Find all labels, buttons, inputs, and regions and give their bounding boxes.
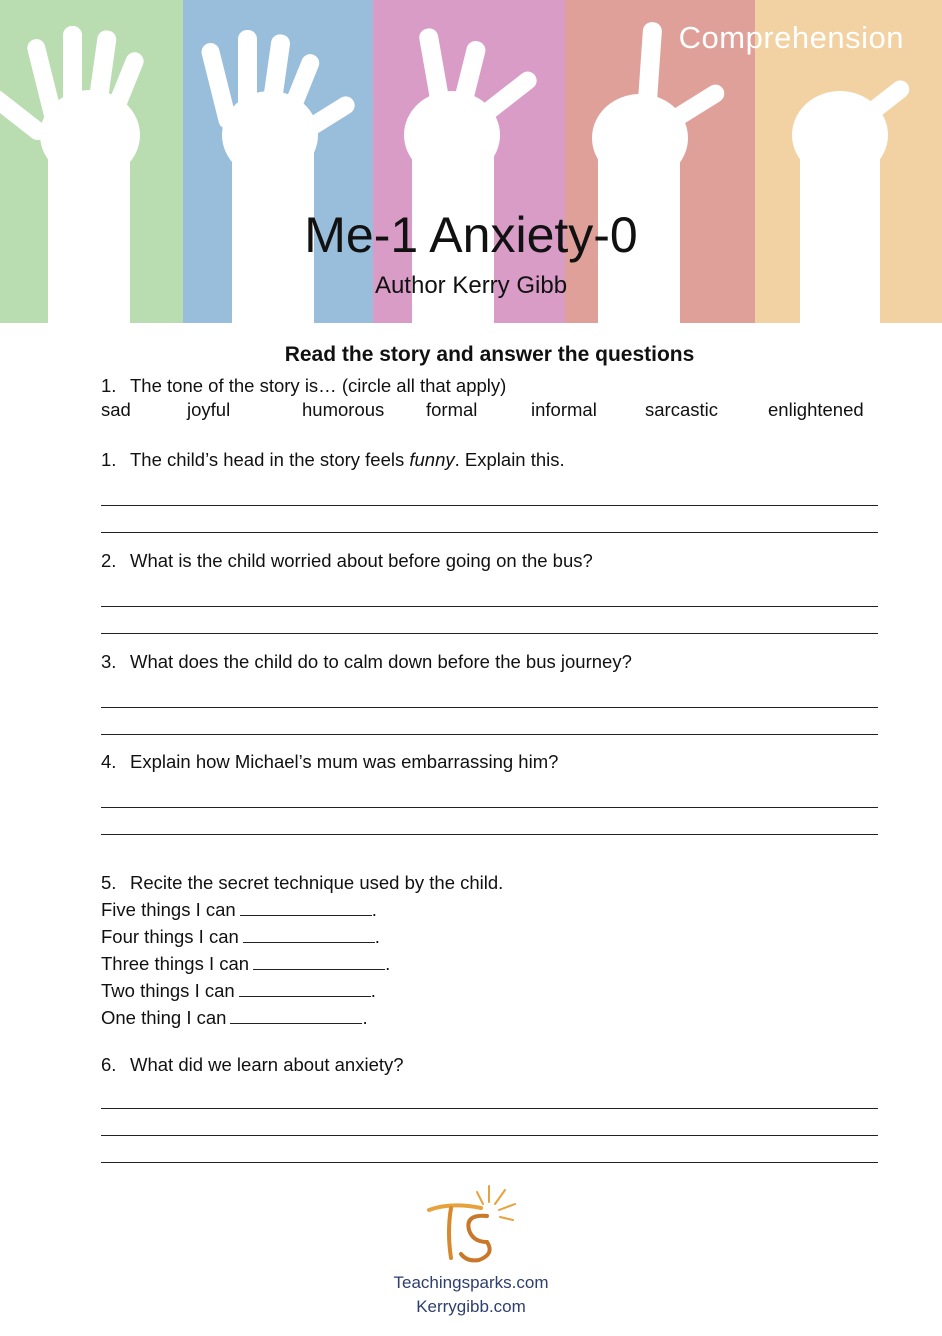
- answer-line[interactable]: [101, 506, 878, 533]
- question-emphasis: funny: [409, 449, 455, 470]
- tone-option[interactable]: sarcastic: [645, 399, 718, 420]
- tone-options: [101, 399, 878, 427]
- recite-prompt: Three things I can: [101, 953, 250, 974]
- teachingsparks-link[interactable]: Teachingsparks.com: [393, 1273, 549, 1292]
- answer-line[interactable]: [101, 681, 878, 708]
- question-text: Explain how Michael’s mum was embarrassing him?: [130, 751, 559, 772]
- question-block: [101, 447, 878, 533]
- question-number: 1.: [101, 449, 117, 470]
- answer-line[interactable]: [101, 607, 878, 634]
- answer-line[interactable]: [101, 1136, 878, 1163]
- question-text: Recite the secret technique used by the child.: [130, 872, 504, 893]
- recite-line: Three things I can .: [101, 953, 391, 974]
- answer-line[interactable]: [101, 781, 878, 808]
- tone-option[interactable]: sad: [101, 399, 131, 420]
- question-block: [101, 749, 878, 835]
- worksheet-title: Me-1 Anxiety-0: [304, 207, 638, 263]
- recite-prompt: One thing I can: [101, 1007, 227, 1028]
- header-banner: [0, 0, 942, 323]
- question: [101, 870, 878, 896]
- question-number: 2.: [101, 550, 117, 571]
- answer-line[interactable]: [101, 479, 878, 506]
- author-line: Author Kerry Gibb: [374, 272, 568, 299]
- question-block: [101, 649, 878, 735]
- instruction-heading: Read the story and answer the questions: [284, 343, 695, 366]
- recite-block: [101, 870, 878, 1031]
- answer-line[interactable]: [101, 708, 878, 735]
- answer-line[interactable]: [101, 808, 878, 835]
- answer-line[interactable]: [101, 1109, 878, 1136]
- teachingsparks-logo-icon: [421, 1180, 521, 1266]
- question-block: [101, 1052, 878, 1163]
- recite-line: Two things I can .: [101, 980, 376, 1001]
- question-text: The tone of the story is… (circle all that apply): [130, 375, 507, 396]
- fill-in-blank[interactable]: [253, 953, 385, 970]
- question-text: What is the child worried about before going on the bus?: [130, 550, 593, 571]
- question: [101, 749, 878, 775]
- kerrygibb-link[interactable]: Kerrygibb.com: [416, 1297, 526, 1316]
- question: [101, 447, 878, 473]
- question-text: . Explain this.: [454, 449, 565, 470]
- recite-prompt: Four things I can: [101, 926, 239, 947]
- answer-lines: [101, 781, 878, 835]
- recite-line: Five things I can .: [101, 899, 377, 920]
- question-block: [101, 548, 878, 634]
- answer-line[interactable]: [101, 580, 878, 607]
- tone-option[interactable]: informal: [531, 399, 597, 420]
- recite-prompt: Five things I can: [101, 899, 236, 920]
- question: [101, 1052, 878, 1078]
- tone-option[interactable]: formal: [426, 399, 478, 420]
- recite-prompt: Two things I can: [101, 980, 235, 1001]
- answer-lines: [101, 580, 878, 634]
- footer: [0, 1180, 942, 1319]
- answer-lines: [101, 479, 878, 533]
- answer-lines: [101, 1082, 878, 1163]
- question-text: What did we learn about anxiety?: [130, 1054, 404, 1075]
- tone-question: [101, 373, 878, 399]
- question-number: 1.: [101, 375, 117, 396]
- fill-in-blank[interactable]: [239, 980, 371, 997]
- question-number: 4.: [101, 751, 117, 772]
- question-number: 5.: [101, 872, 117, 893]
- answer-lines: [101, 681, 878, 735]
- recite-line: One thing I can .: [101, 1007, 368, 1028]
- worksheet-body: [101, 343, 878, 1075]
- answer-line[interactable]: [101, 1082, 878, 1109]
- tone-option[interactable]: enlightened: [768, 399, 864, 420]
- comprehension-label: Comprehension: [678, 20, 904, 55]
- question-text: What does the child do to calm down before the bus journey?: [130, 651, 632, 672]
- fill-in-blank[interactable]: [243, 926, 375, 943]
- question-number: 3.: [101, 651, 117, 672]
- question-text: The child’s head in the story feels: [130, 449, 410, 470]
- question: [101, 548, 878, 574]
- fill-in-blank[interactable]: [230, 1007, 362, 1024]
- tone-option[interactable]: joyful: [187, 399, 231, 420]
- tone-option[interactable]: humorous: [302, 399, 385, 420]
- recite-line: Four things I can .: [101, 926, 380, 947]
- question: [101, 649, 878, 675]
- fill-in-blank[interactable]: [240, 899, 372, 916]
- question-number: 6.: [101, 1054, 117, 1075]
